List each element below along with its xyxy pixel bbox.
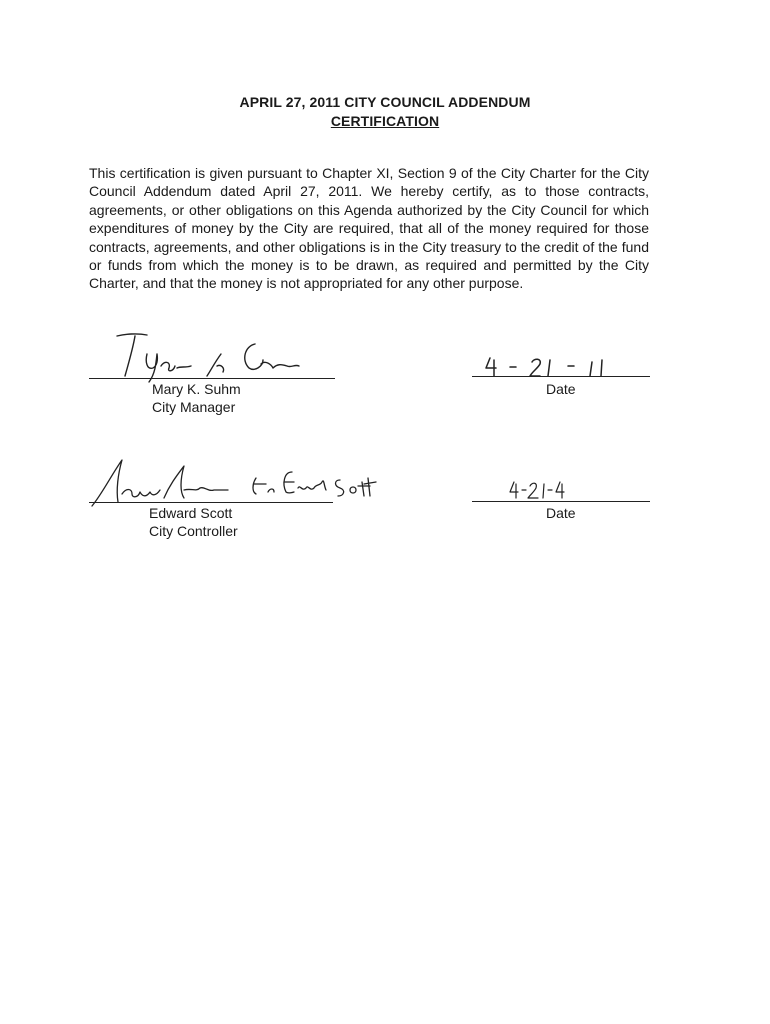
controller-role: City Controller <box>149 523 238 539</box>
controller-date-label: Date <box>546 505 576 521</box>
controller-name: Edward Scott <box>149 505 233 521</box>
controller-date-line <box>472 501 650 502</box>
manager-signature <box>95 326 335 384</box>
manager-date-line <box>472 376 650 377</box>
controller-signature <box>88 454 378 512</box>
certification-paragraph: This certification is given pursuant to Chapter XI, Section 9 of the City Charter for the City Council Addendum dated April 27, 2011. We hereby certify, as to those contracts, agreements, or other obligations on this Agenda authorized by the City Council for which expenditures of money by the City are required, that all of the money required for those contracts, agreements, and other obligations is in the City treasury to the credit of the fund or funds from which the money is to be drawn, as required and permitted by the City Charter, and that the money is not appropriated for any other purpose. <box>89 165 649 292</box>
manager-signature-line <box>89 378 335 379</box>
document-subtitle: CERTIFICATION <box>330 113 440 129</box>
manager-role: City Manager <box>152 399 236 415</box>
controller-date-handwritten <box>506 478 596 502</box>
document-title: APRIL 27, 2011 CITY COUNCIL ADDENDUM <box>239 94 531 110</box>
controller-signature-line <box>89 502 333 503</box>
manager-name: Mary K. Suhm <box>152 381 241 397</box>
manager-date-label: Date <box>546 381 576 397</box>
